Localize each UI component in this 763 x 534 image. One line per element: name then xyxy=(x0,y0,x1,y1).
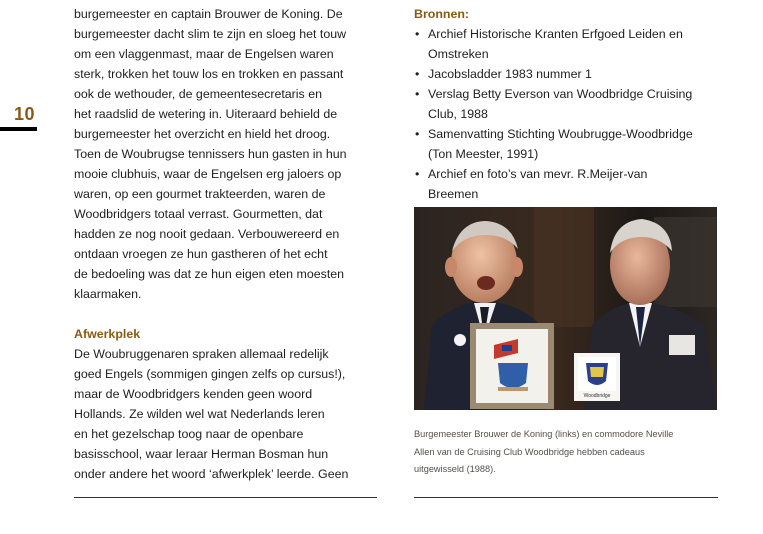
bullet-icon: • xyxy=(415,87,420,101)
caption-line: Burgemeester Brouwer de Koning (links) en commodore Neville xyxy=(414,429,674,439)
column-divider-left xyxy=(74,497,377,498)
source-item xyxy=(414,164,719,204)
source-item xyxy=(414,124,719,164)
caption-line: uitgewisseld (1988). xyxy=(414,464,496,474)
bullet-icon: • xyxy=(415,167,420,181)
article-section xyxy=(74,344,374,484)
photo-illustration xyxy=(414,207,717,410)
source-item xyxy=(414,64,719,84)
source-line: Archief en foto’s van mevr. R.Meijer-van xyxy=(428,167,648,181)
bullet-icon: • xyxy=(415,67,420,81)
article-line: ook de wethouder, de gemeentesecretaris en xyxy=(74,87,322,101)
source-line: Samenvatting Stichting Woubrugge-Woodbridge xyxy=(428,127,693,141)
sources-column xyxy=(414,4,719,204)
source-line: Archief Historische Kranten Erfgoed Leiden en xyxy=(428,27,683,41)
woodbridge-tile xyxy=(574,353,620,401)
article-line: burgemeester en captain Brouwer de Koning. De xyxy=(74,7,343,21)
article-line: en het gezelschap toog naar de openbare xyxy=(74,427,304,441)
article-photo xyxy=(414,207,717,410)
source-line: Breemen xyxy=(428,187,479,201)
photo-caption xyxy=(414,426,719,479)
source-item xyxy=(414,84,719,124)
article-column xyxy=(74,4,374,484)
source-line: Club, 1988 xyxy=(428,107,488,121)
column-divider-right xyxy=(414,497,718,498)
source-line: Verslag Betty Everson van Woodbridge Cruising xyxy=(428,87,693,101)
article-line: maar de Woodbridgers kenden geen woord xyxy=(74,387,313,401)
article-line: de bedoeling was dat ze hun eigen eten moesten xyxy=(74,267,345,281)
source-item xyxy=(414,24,719,64)
bullet-icon: • xyxy=(415,27,420,41)
article-line: ontdaan vroegen ze hun gastheren of het echt xyxy=(74,247,328,261)
source-line: Jacobsladder 1983 nummer 1 xyxy=(428,67,592,81)
article-line: Hollands. Ze wilden wel wat Nederlands leren xyxy=(74,407,325,421)
article-line: De Woubruggenaren spraken allemaal redelijk xyxy=(74,347,329,361)
sources-list xyxy=(414,24,719,204)
page-number: 10 xyxy=(14,104,36,124)
framed-picture xyxy=(470,323,554,409)
source-line: (Ton Meester, 1991) xyxy=(428,147,539,161)
article-line: klaarmaken. xyxy=(74,287,142,301)
article-line: burgemeester dacht slim te zijn en sloeg het touw xyxy=(74,27,347,41)
article-line: om een vlaggenmast, maar de Engelsen waren xyxy=(74,47,334,61)
article-intro xyxy=(74,4,374,304)
section-heading: Afwerkplek xyxy=(74,327,141,341)
article-line: het raadslid de wetering in. Uiteraard behield de xyxy=(74,107,338,121)
article-line: goed Engels (sommigen gingen zelfs op cursus!), xyxy=(74,367,346,381)
caption-line: Allen van de Cruising Club Woodbridge hebben cadeaus xyxy=(414,446,645,457)
article-line: Toen de Woubrugse tennissers hun gasten in hun xyxy=(74,147,347,161)
article-line: waren, op een gourmet trakteerden, waren de xyxy=(74,187,326,201)
article-line: onder andere het woord ‘afwerkplek’ leerde. Geen xyxy=(74,467,349,481)
article-line: sterk, trokken het touw los en trokken en passant xyxy=(74,67,344,81)
article-line: burgemeester het overzicht en hield het droog. xyxy=(74,127,331,141)
page-number-marker xyxy=(0,127,37,131)
article-line: mooie clubhuis, waar de Engelsen erg jaloers op xyxy=(74,167,342,181)
sources-heading: Bronnen: xyxy=(414,7,470,21)
source-line: Omstreken xyxy=(428,47,489,61)
tile-label: Woodbridge xyxy=(583,393,611,399)
article-line: Woodbridgers totaal verrast. Gourmetten, dat xyxy=(74,207,323,221)
article-line: hadden ze nog nooit gedaan. Verbouwereerd en xyxy=(74,227,340,241)
bullet-icon: • xyxy=(415,127,420,141)
article-line: basisschool, waar leraar Herman Bosman hun xyxy=(74,447,329,461)
